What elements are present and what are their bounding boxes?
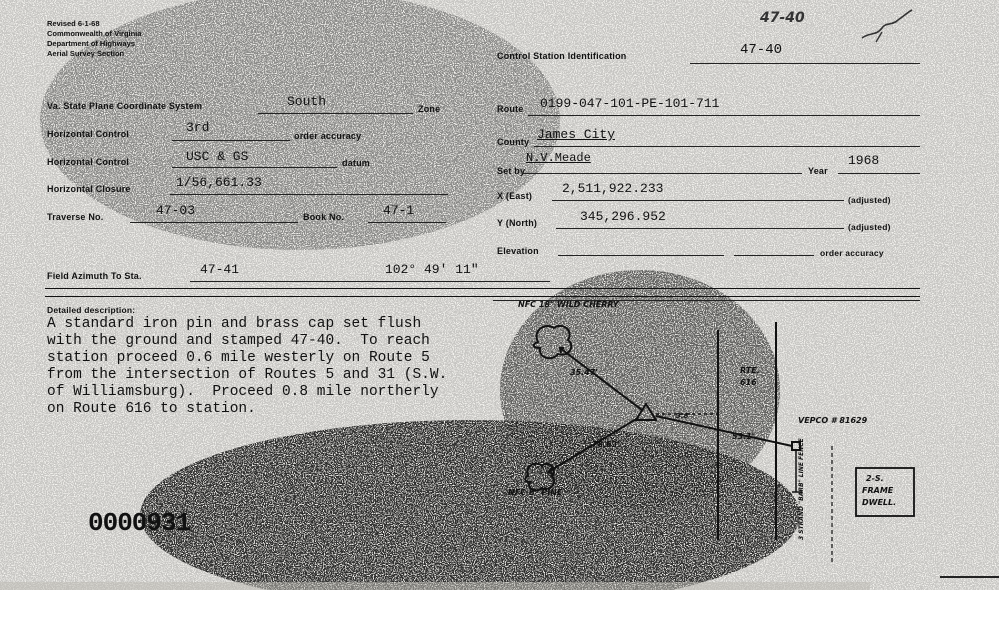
order-accuracy-label: order accuracy xyxy=(294,131,362,141)
book-no-label: Book No. xyxy=(303,212,345,222)
year-label: Year xyxy=(808,166,828,176)
elevation-line xyxy=(558,255,724,256)
section-name: Aerial Survey Section xyxy=(47,49,125,58)
datum-label: datum xyxy=(342,158,370,168)
horizontal-control-order-value: 3rd xyxy=(186,120,210,135)
fence-label: 3 STRAND "BARB" LINE FENCE xyxy=(798,438,805,540)
traverse-no-line xyxy=(130,222,298,223)
initials-scribble xyxy=(856,6,916,46)
x-adjusted-label: (adjusted) xyxy=(848,195,891,205)
route-line xyxy=(528,115,920,116)
set-by-line xyxy=(522,173,802,174)
control-station-value: 47-40 xyxy=(740,42,783,58)
plane-system-label: Va. State Plane Coordinate System xyxy=(47,101,203,111)
department-name: Department of Highways xyxy=(47,39,135,48)
y-north-label: Y (North) xyxy=(497,218,538,228)
elevation-order-accuracy-label: order accuracy xyxy=(820,248,884,258)
horizontal-control-datum-label: Horizontal Control xyxy=(47,157,130,167)
y-north-line xyxy=(556,228,844,229)
form-revision: Revised 6-1-68 xyxy=(47,19,100,28)
y-north-value: 345,296.952 xyxy=(580,209,666,224)
elevation-accuracy-line xyxy=(734,255,814,256)
x-east-label: X (East) xyxy=(497,191,533,201)
route-value: 0199-047-101-PE-101-711 xyxy=(540,96,720,111)
traverse-no-label: Traverse No. xyxy=(47,212,104,222)
horizontal-closure-label: Horizontal Closure xyxy=(47,184,131,194)
description-line: on Route 616 to station. xyxy=(47,401,256,417)
route-label: Route xyxy=(497,104,524,114)
plane-system-line xyxy=(258,113,413,114)
county-value: James City xyxy=(537,127,616,142)
pole-label: VEPCO # 81629 xyxy=(798,416,868,425)
control-station-label: Control Station Identification xyxy=(497,51,627,61)
top-tree-label: NFC 18" WILD CHERRY xyxy=(518,300,619,309)
plane-system-value: South xyxy=(287,94,327,109)
description-line: with the ground and stamped 47-40. To reach xyxy=(47,333,430,349)
horizontal-control-order-label: Horizontal Control xyxy=(47,129,130,139)
horizontal-control-datum-value: USC & GS xyxy=(186,149,249,164)
county-line xyxy=(534,146,920,147)
y-adjusted-label: (adjusted) xyxy=(848,222,891,232)
distance-short-label: 3.8' xyxy=(676,412,691,420)
horizontal-closure-line xyxy=(170,194,448,195)
building-label-2: FRAME xyxy=(862,486,894,495)
corner-handwriting: 47-40 xyxy=(760,10,805,26)
route-label-2: 616 xyxy=(740,378,757,387)
description-label: Detailed description: xyxy=(47,305,136,315)
distance-right-label: 53.1' xyxy=(732,432,755,441)
description-line: station proceed 0.6 mile westerly on Route 5 xyxy=(47,350,430,366)
distance-top-label: 35.47' xyxy=(570,368,598,377)
horizontal-control-datum-line xyxy=(172,167,337,168)
book-no-line xyxy=(368,222,446,223)
x-east-value: 2,511,922.233 xyxy=(562,181,664,196)
description-line: A standard iron pin and brass cap set flush xyxy=(47,316,422,332)
elevation-label: Elevation xyxy=(497,246,539,256)
zone-label: Zone xyxy=(418,104,441,114)
building-label-3: DWELL. xyxy=(862,498,897,507)
horizontal-closure-value: 1/56,661.33 xyxy=(176,175,262,190)
horizontal-control-order-line xyxy=(172,140,290,141)
section-divider-top xyxy=(45,288,920,289)
set-by-value: N.V.Meade xyxy=(526,151,591,165)
description-line: of Williamsburg). Proceed 0.8 mile northerly xyxy=(47,384,439,400)
bottom-tree-label: NFC 6" PINE xyxy=(508,488,563,497)
year-value: 1968 xyxy=(848,153,880,168)
book-no-value: 47-1 xyxy=(383,203,415,218)
control-station-line xyxy=(690,63,920,64)
county-label: County xyxy=(497,137,530,147)
field-azimuth-label: Field Azimuth To Sta. xyxy=(47,271,142,281)
field-azimuth-angle: 102° 49' 11" xyxy=(385,262,479,277)
traverse-no-value: 47-03 xyxy=(156,203,196,218)
x-east-line xyxy=(552,200,844,201)
location-sketch xyxy=(490,300,930,580)
field-azimuth-station: 47-41 xyxy=(200,262,240,277)
route-label-1: RTE. xyxy=(740,366,760,375)
set-by-label: Set by xyxy=(497,166,526,176)
agency-name: Commonwealth of Virginia xyxy=(47,29,142,38)
building-label-1: 2-S. xyxy=(866,474,884,483)
distance-bottom-label: 78.63' xyxy=(592,440,620,449)
record-number: 0000931 xyxy=(88,508,191,538)
year-line xyxy=(838,173,920,174)
description-line: from the intersection of Routes 5 and 31 (S.W. xyxy=(47,367,448,383)
field-azimuth-line xyxy=(190,281,550,282)
section-divider-bottom xyxy=(45,296,920,297)
